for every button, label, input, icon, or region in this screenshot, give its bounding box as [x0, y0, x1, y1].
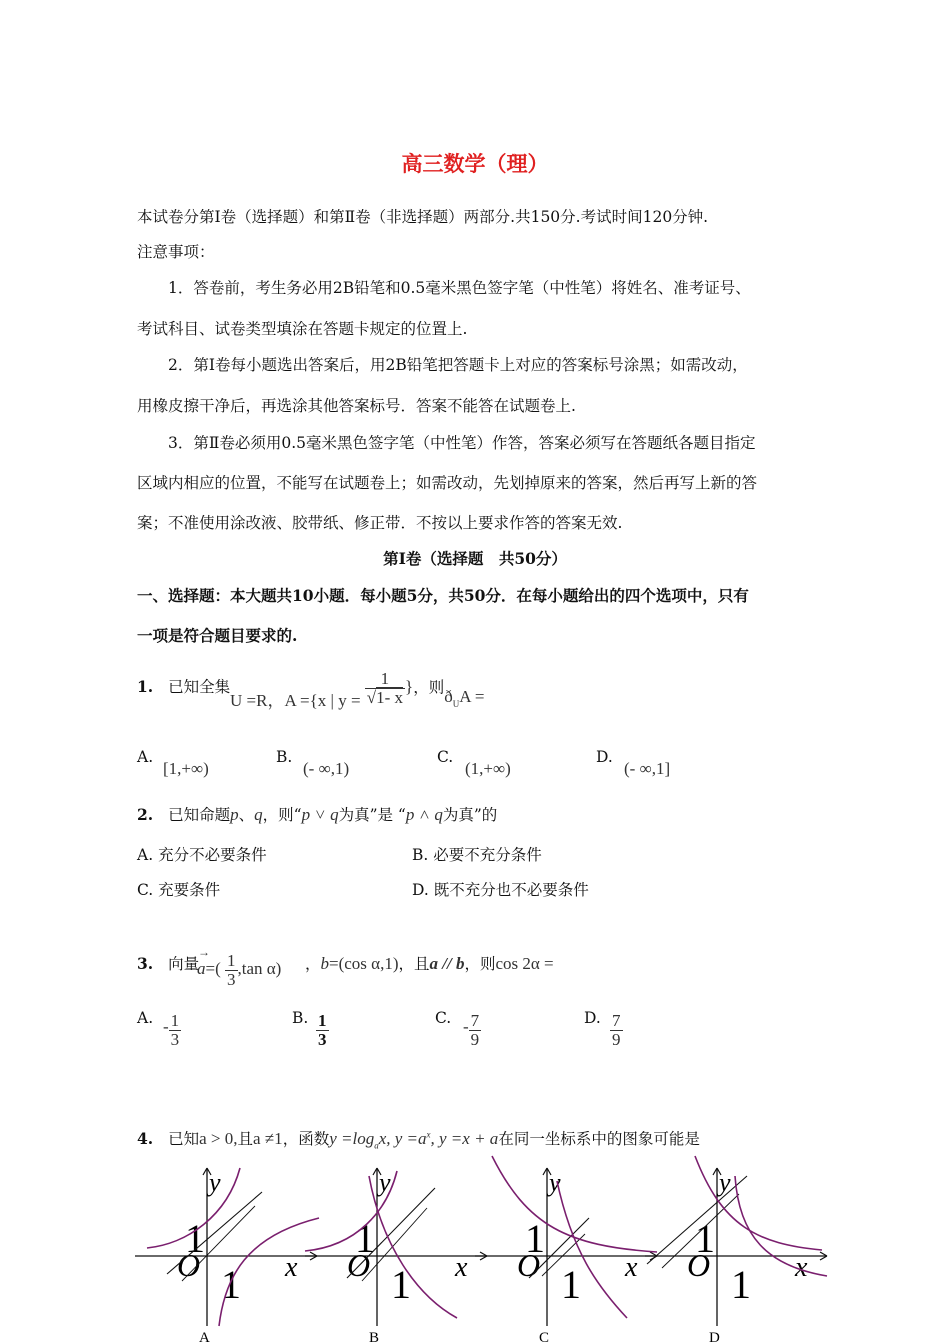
curve-logarithmic: [735, 1176, 827, 1276]
q4-fn-exp-power: x: [426, 1129, 431, 1140]
q1-universal-set: U =R: [230, 691, 268, 711]
q2-q: q: [254, 805, 263, 824]
q3-option-a-label: A.: [137, 1009, 154, 1027]
x-tick-one: 1: [391, 1262, 411, 1307]
x-tick-one: 1: [221, 1262, 241, 1307]
q1-radicand: 1- x: [376, 687, 404, 707]
x-tick-one: 1: [561, 1262, 581, 1307]
q2-text-5: 为真”是 “: [338, 806, 406, 824]
notice-3b: 区域内相应的位置，不能写在试题卷上；如需改动，先划掉原来的答案，然后再写上新的答: [137, 474, 758, 492]
q1-number: 1.: [137, 677, 154, 696]
notice-1b: 考试科目、试卷类型填涂在答题卡规定的位置上.: [137, 320, 468, 338]
graph-caption-a: A: [199, 1330, 210, 1344]
q2-text-1: 已知命题: [168, 806, 231, 824]
q1-rest: A =: [459, 687, 485, 707]
q2-option-b-text: 必要不充分条件: [433, 846, 542, 864]
q2-number: 2.: [137, 805, 154, 824]
q3-option-a-den: 3: [170, 1029, 180, 1049]
q3-option-c-sign: -: [463, 1017, 469, 1037]
q1-option-d: (- ∞,1]: [624, 759, 671, 778]
q2-text-2: 、: [238, 806, 255, 824]
q1-option-c: (1,+∞): [465, 759, 511, 778]
q4-text-2: 且: [237, 1130, 254, 1148]
notice-heading: 注意事项：: [137, 243, 215, 261]
q2-option-d-label: D.: [412, 881, 429, 899]
q3-eq1: =(: [205, 959, 221, 979]
q3-option-d-num: 7: [612, 1011, 621, 1030]
notice-2b: 用橡皮擦干净后，再选涂其他答案标号．答案不能答在试题卷上.: [137, 397, 576, 415]
page-title: 高三数学（理）: [401, 151, 549, 176]
q2-option-c-label: C.: [137, 881, 154, 899]
origin-label: O: [517, 1247, 541, 1283]
origin-label: O: [177, 1247, 201, 1283]
q1-then: ，则: [413, 678, 445, 697]
y-axis-label: y: [209, 1168, 221, 1197]
q2-p: p: [230, 805, 239, 824]
origin-label: O: [687, 1247, 711, 1283]
q2-text-3: ，则“: [262, 806, 302, 824]
q3-option-b-label: B.: [292, 1009, 309, 1027]
notice-2a: 2．第Ⅰ卷每小题选出答案后，用2B铅笔把答题卡上对应的答案标号涂黑；如需改动，: [168, 356, 748, 374]
graph-caption-c: C: [539, 1330, 550, 1344]
q3-vector-b: b: [320, 954, 330, 973]
notice-1a: 1．答卷前，考生务必用2B铅笔和0.5毫米黑色签字笔（中性笔）将姓名、准考证号、: [168, 279, 751, 297]
graph-caption-b: B: [369, 1330, 380, 1344]
q2-option-c-text: 充要条件: [158, 881, 221, 899]
q1-prefix: 已知全集: [168, 678, 231, 696]
x-axis-label: x: [625, 1252, 638, 1283]
q4-graph-a: [135, 1168, 319, 1344]
q3-option-a-num: 1: [170, 1011, 180, 1030]
y-axis-label: y: [379, 1168, 391, 1197]
q1-comma: ，: [267, 691, 285, 711]
line-y-x-plus-a: [167, 1192, 262, 1274]
q2-option-a-text: 充分不必要条件: [158, 846, 267, 864]
q3-text-1: 向量: [168, 955, 200, 973]
q3-text-3: ，且: [398, 955, 430, 973]
q3-eq3: cos 2α =: [495, 954, 554, 973]
q4-text-4: 在同一坐标系中的图象可能是: [498, 1130, 700, 1148]
q1-option-b-label: B.: [276, 748, 293, 766]
q3-option-c-den: 9: [470, 1029, 480, 1049]
q4-fn-linear: , y =x + a: [430, 1129, 499, 1148]
q3-option-c-label: C.: [435, 1009, 452, 1027]
q4-text-3: ，函数: [282, 1130, 330, 1148]
y-tick-one: 1: [525, 1216, 545, 1261]
q1-option-d-label: D.: [596, 748, 613, 766]
q1-option-a: [1,+∞): [163, 759, 209, 778]
q4-fn-log-base: a: [374, 1140, 379, 1151]
q3-vector-a: → a: [197, 945, 210, 979]
q1-frac-den: √1- x: [366, 687, 404, 707]
intro-text: 本试卷分第Ⅰ卷（选择题）和第Ⅱ卷（非选择题）两部分.共150分.考试时间120分钟.: [137, 208, 709, 226]
x-tick-one: 1: [731, 1262, 751, 1307]
q1-option-a-label: A.: [137, 748, 154, 766]
q2-option-b-label: B.: [412, 846, 429, 864]
q4-cond-1: a > 0,: [199, 1129, 238, 1148]
y-tick-one: 1: [355, 1216, 375, 1261]
q2-or: p ˅ q: [301, 805, 339, 824]
q3-option-b-den: 3: [318, 1029, 327, 1049]
q3-frac-num: 1: [227, 951, 236, 970]
graph-caption-d: D: [709, 1330, 720, 1344]
q1-set-right: }: [405, 677, 414, 697]
notice-3c: 案；不准使用涂改液、胶带纸、修正带．不按以上要求作答的答案无效.: [137, 514, 623, 532]
q3-frac-den: 3: [227, 969, 236, 989]
q1-frac-num: 1: [365, 670, 405, 689]
q1-complement-sub: U: [452, 698, 460, 709]
q3-option-a-sign: -: [163, 1017, 169, 1037]
q4-number: 4.: [137, 1129, 154, 1148]
section-instruction-2: 一项是符合题目要求的.: [137, 626, 298, 645]
q4-text-1: 已知: [168, 1130, 200, 1148]
x-axis-label: x: [285, 1252, 298, 1283]
origin-label: O: [347, 1247, 371, 1283]
q3-option-d-den: 9: [612, 1029, 621, 1049]
q4-graph-b: [305, 1168, 487, 1344]
q1-option-b: (- ∞,1): [303, 759, 350, 778]
y-axis-label: y: [719, 1168, 731, 1197]
y-tick-one: 1: [695, 1216, 715, 1261]
q3-number: 3.: [137, 954, 154, 973]
q3-text-4: ，则: [464, 955, 496, 973]
q4-graph-d: [645, 1156, 827, 1344]
q1-complement: ð: [444, 687, 453, 707]
q1-option-c-label: C.: [437, 748, 454, 766]
q3-option-b-num: 1: [318, 1011, 327, 1030]
q2-and: p ˄ q: [405, 805, 443, 824]
q4-fn-exp: x, y =a: [378, 1129, 427, 1148]
notice-3a: 3．第Ⅱ卷必须用0.5毫米黑色签字笔（中性笔）作答，答案必须写在答题纸各题目指定: [168, 434, 756, 452]
q3-vector-a-letter: a: [197, 959, 206, 979]
x-axis-label: x: [795, 1252, 808, 1283]
q3-text-2: ，: [305, 955, 321, 973]
y-tick-one: 1: [185, 1216, 205, 1261]
q3-parallel: a // b: [429, 954, 465, 973]
q3-eq1b: ,tan α): [237, 959, 282, 979]
q1-set-left: A ={x | y =: [284, 691, 361, 711]
y-axis-label: y: [549, 1168, 561, 1197]
q3-option-c-num: 7: [470, 1011, 480, 1030]
q2-option-a-label: A.: [137, 846, 154, 864]
section-heading: 第Ⅰ卷（选择题 共50分）: [383, 549, 567, 568]
q3-eq2: =(cos α,1): [329, 954, 399, 973]
q4-graph-c: [475, 1156, 657, 1344]
q2-option-d-text: 既不充分也不必要条件: [433, 881, 589, 899]
curve-logarithmic: [369, 1176, 457, 1318]
section-instruction-1: 一、选择题：本大题共10小题．每小题5分，共50分．在每小题给出的四个选项中，只有: [137, 586, 749, 605]
q4-cond-2: a ≠1: [253, 1129, 283, 1148]
q2-text-7: 为真”的: [442, 806, 498, 824]
q3-option-d-label: D.: [584, 1009, 601, 1027]
q4-fn-log: y =log: [329, 1129, 375, 1148]
x-axis-label: x: [455, 1252, 468, 1283]
